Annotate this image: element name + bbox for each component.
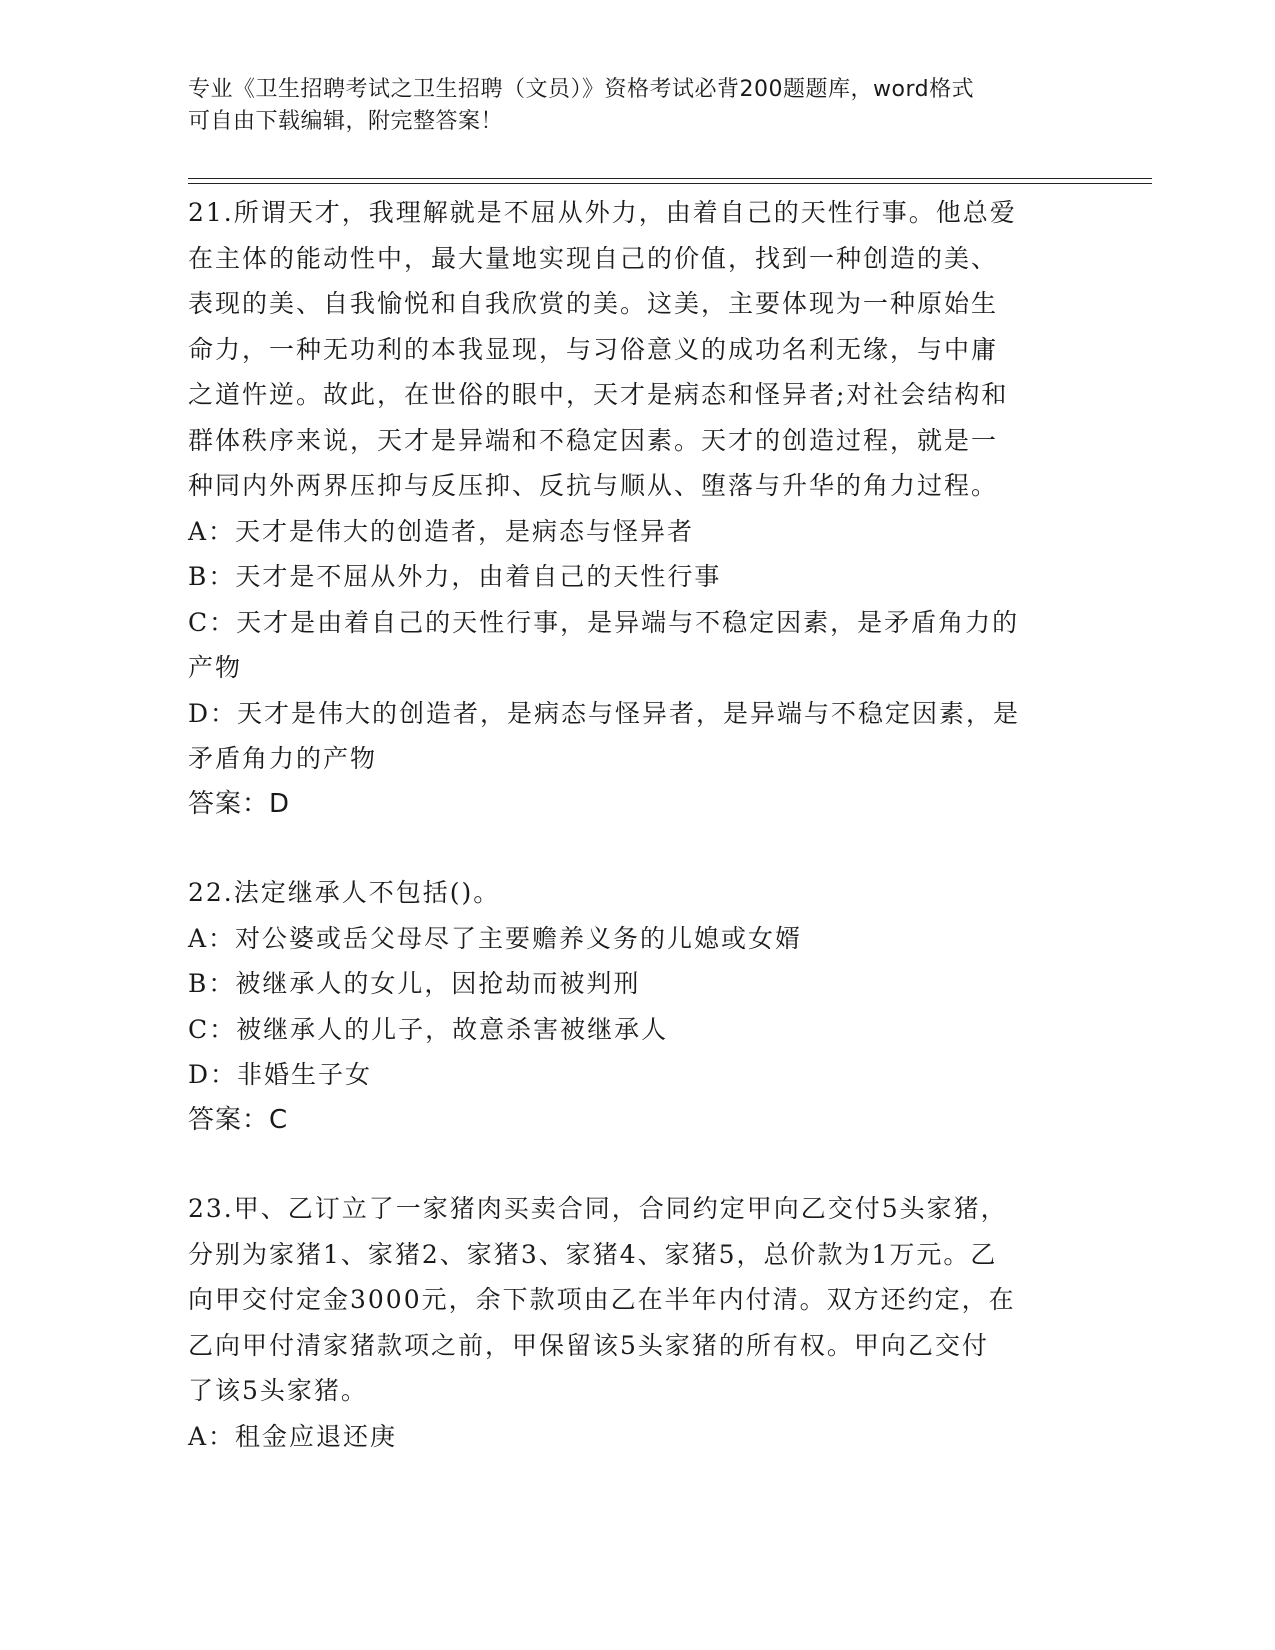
option-a: A：天才是伟大的创造者，是病态与怪异者 (188, 516, 695, 546)
question-22 (188, 870, 1088, 1143)
option-d: D：非婚生子女 (188, 1060, 373, 1089)
question-stem-line: 23.甲、乙订立了一家猪肉买卖合同，合同约定甲向乙交付5头家猪， (188, 1194, 1008, 1223)
question-21 (188, 190, 1088, 827)
question-stem-line: 分别为家猪1、家猪2、家猪3、家猪4、家猪5，总价款为1万元。乙 (188, 1239, 998, 1269)
header-title-line-2: 可自由下载编辑，附完整答案！ (188, 109, 504, 134)
question-stem-line: 表现的美、自我愉悦和自我欣赏的美。这美，主要体现为一种原始生 (188, 289, 999, 318)
question-stem-line: 了该5头家猪。 (188, 1376, 368, 1405)
option-c: C：被继承人的儿子，故意杀害被继承人 (188, 1014, 669, 1044)
header-title-line-1: 专业《卫生招聘考试之卫生招聘（文员）》资格考试必背200题题库，word格式 (188, 77, 975, 102)
question-stem-line: 种同内外两界压抑与反压抑、反抗与顺从、堕落与升华的角力过程。 (188, 471, 999, 500)
option-b: B：被继承人的女儿，因抢劫而被判刑 (188, 969, 641, 998)
question-stem-line: 群体秩序来说，天才是异端和不稳定因素。天才的创造过程，就是一 (188, 425, 999, 455)
question-stem-line: 22.法定继承人不包括()。 (188, 878, 501, 907)
option-d: D：天才是伟大的创造者，是病态与怪异者，是异端与不稳定因素，是 (188, 698, 1021, 728)
answer-label: 答案：D (188, 788, 291, 819)
option-c-continued: 产物 (188, 653, 243, 682)
header-divider-bottom (188, 183, 1152, 184)
header-divider-top (188, 178, 1152, 179)
option-d-continued: 矛盾角力的产物 (188, 744, 378, 773)
option-c: C：天才是由着自己的天性行事，是异端与不稳定因素，是矛盾角力的 (188, 607, 1020, 637)
question-list (188, 190, 1088, 1459)
question-23 (188, 1186, 1088, 1459)
document-header (188, 74, 1068, 138)
question-spacer (188, 827, 1088, 870)
question-stem-line: 之道忤逆。故此，在世俗的眼中，天才是病态和怪异者;对社会结构和 (188, 380, 1009, 409)
question-stem-line: 向甲交付定金3000元，余下款项由乙在半年内付清。双方还约定，在 (188, 1285, 1016, 1314)
option-a: A：对公婆或岳父母尽了主要赡养义务的儿媳或女婿 (188, 923, 803, 953)
question-stem-line: 乙向甲付清家猪款项之前，甲保留该5头家猪的所有权。甲向乙交付 (188, 1330, 989, 1360)
question-stem-line: 命力，一种无功利的本我显现，与习俗意义的成功名利无缘，与中庸 (188, 334, 999, 364)
question-spacer (188, 1143, 1088, 1186)
option-a: A：租金应退还庚 (188, 1421, 398, 1451)
answer-label: 答案：C (188, 1104, 289, 1135)
question-stem-line: 21.所谓天才，我理解就是不屈从外力，由着自己的天性行事。他总爱 (188, 198, 1017, 227)
question-stem-line: 在主体的能动性中，最大量地实现自己的价值，找到一种创造的美、 (188, 243, 999, 273)
option-b: B：天才是不屈从外力，由着自己的天性行事 (188, 562, 722, 591)
